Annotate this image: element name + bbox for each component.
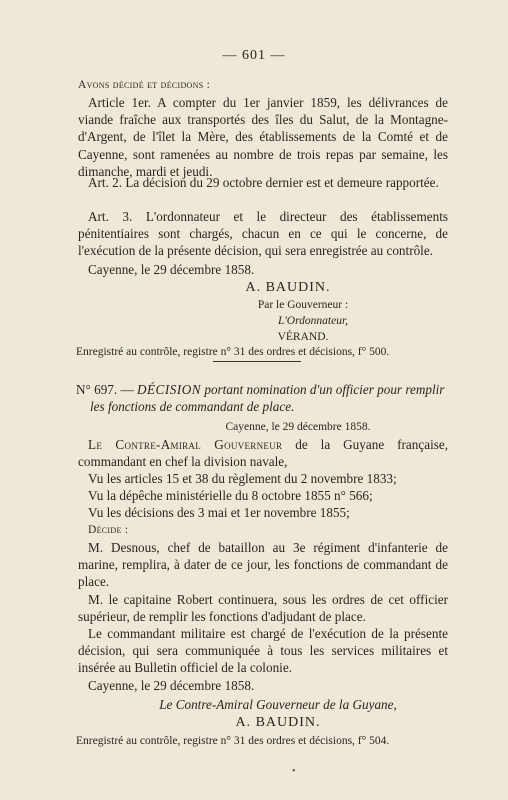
place-date-bottom: Cayenne, le 29 décembre 1858. (88, 678, 255, 693)
heading-number: N° 697. — (76, 382, 134, 397)
registration-note: Enregistré au contrôle, registre n° 31 des ordres et décisions, f° 500. (76, 346, 390, 358)
sign-title: Le Contre-Amiral Gouverneur de la Guyane, (159, 697, 397, 712)
vu-3: Vu les décisions des 3 mai et 1er novembre 1855; (88, 505, 350, 520)
vu-2: Vu la dépêche ministérielle du 8 octobre 1855 n° 566; (88, 488, 373, 503)
paragraph-1: M. Desnous, chef de bataillon au 3e régiment d'infanterie de marine, remplira, à dater de ce jour, les fonctions de commandant de place. (78, 540, 448, 590)
paragraph-3: Le commandant militaire est chargé de l'exécution de la présente décision, qui sera communiquée à tous les services militaires et insérée au Bulletin officiel de la colonie. (78, 626, 448, 676)
signature-2: A. BAUDIN. (235, 715, 321, 730)
vu-1: Vu les articles 15 et 38 du règlement du 2 novembre 1833; (88, 471, 397, 486)
article-2: Art. 2. La décision du 29 octobre dernier est et demeure rapportée. (88, 175, 439, 190)
heading-rest: portant nomination d'un officier pour remplir les fonctions de commandant de place. (90, 382, 445, 415)
place-date-top: Cayenne, le 29 décembre 1858. (225, 421, 371, 433)
ink-mark: • (292, 766, 296, 777)
intro (78, 436, 448, 470)
intro-caps: Le Contre-Amiral Gouverneur (88, 437, 283, 452)
paragraph-2: M. le capitaine Robert continuera, sous les ordres de cet officier supérieur, de remplir les fonctions d'adjudant de place. (78, 592, 448, 625)
place-date: Cayenne, le 29 décembre 1858. (88, 262, 255, 277)
intro-rest: de la Guyane française, commandant en chef la division navale, (78, 437, 449, 470)
article-1: Article 1er. A compter du 1er janvier 1859, les délivrances de viande fraîche aux transportés des îles du Salut, de la Montagne-d'Argent, de l'îlet la Mère, des établissements de la Comté et de Cayenne, sont ramenées au nombre de trois repas par semaine, les dimanche, mardi et jeudi. (78, 95, 448, 179)
section-divider (213, 361, 301, 362)
ordonnateur-name: VÉRAND. (277, 331, 329, 343)
preamble: Avons décidé et décidons : (78, 79, 211, 91)
decide: Décide : (88, 524, 129, 536)
page-number: — 601 — (222, 48, 286, 63)
registration-note-2: Enregistré au contrôle, registre n° 31 des ordres et décisions, f° 504. (76, 735, 390, 747)
signature: A. BAUDIN. (245, 280, 331, 295)
heading-word: DÉCISION (136, 382, 202, 397)
par-le-gouverneur: Par le Gouverneur : (257, 299, 349, 311)
article-3: Art. 3. L'ordonnateur et le directeur des établissements pénitentiaires sont chargés, chacun en ce qui le concerne, de l'exécution de la présente décision, qui sera enregistrée au contrôle. (78, 209, 448, 259)
decision-heading (76, 381, 462, 415)
ordonnateur-title: L'Ordonnateur, (277, 315, 349, 327)
